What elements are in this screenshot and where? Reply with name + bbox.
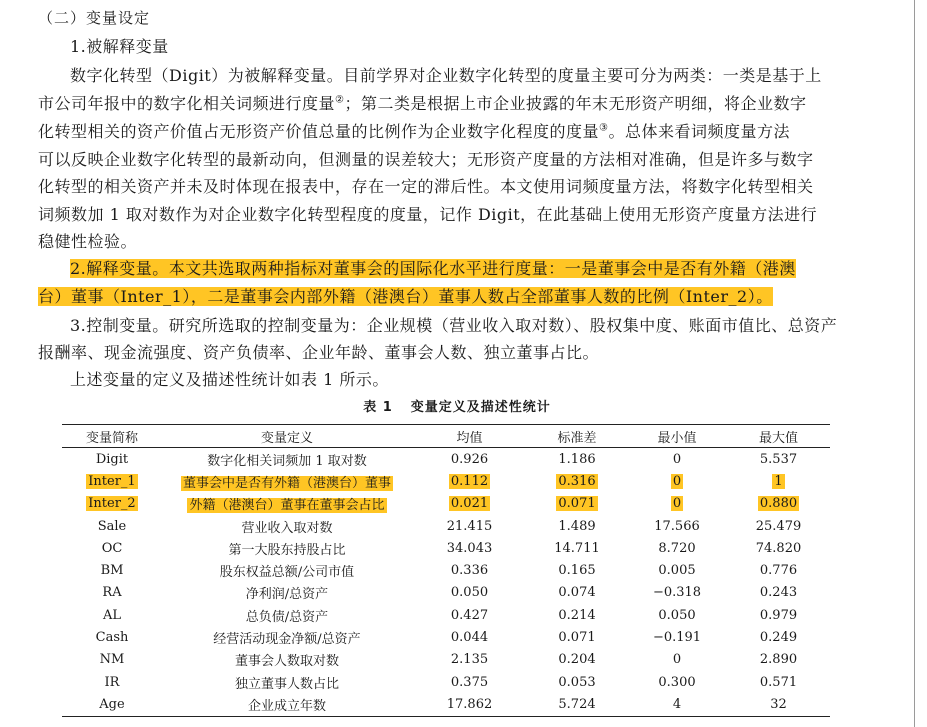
table-cell: 8.720 <box>658 540 696 556</box>
table-cell: 0.336 <box>450 563 489 579</box>
table-cell: −0.318 <box>652 585 702 601</box>
table-cell: 2.890 <box>759 652 798 668</box>
table-cell: Sale <box>97 518 127 534</box>
table-cell: 0.926 <box>450 451 489 467</box>
table-cell-highlight: Inter_1 <box>88 473 136 489</box>
table-cell <box>727 493 830 515</box>
table-cell: 0 <box>672 652 682 668</box>
table-cell: 经营活动现金净额/总资产 <box>213 632 361 648</box>
table-cell: 0.053 <box>558 674 596 690</box>
table-row <box>62 493 830 515</box>
table-cell: 0.050 <box>658 607 696 623</box>
table-cell-highlight: 0.112 <box>450 473 489 489</box>
table-cell: 0 <box>672 451 682 467</box>
table-cell: 0.044 <box>450 630 489 646</box>
table-cell: 0.005 <box>658 563 696 579</box>
table-cell: 0.214 <box>558 607 596 623</box>
table-cell-highlight: 0.316 <box>558 473 596 489</box>
table-cell <box>62 470 162 492</box>
table-cell: 独立董事人数占比 <box>234 676 339 692</box>
table-cell-highlight: 外籍（港澳台）董事在董事会占比 <box>189 498 385 514</box>
table-cell: AL <box>102 607 122 623</box>
table-cell: NM <box>99 652 125 668</box>
table-row <box>62 649 830 671</box>
table-cell: 0.074 <box>558 585 596 601</box>
table-cell <box>727 470 830 492</box>
table-cell: 0.571 <box>759 674 798 690</box>
table-cell: 企业成立年数 <box>247 698 326 714</box>
table-cell: 32 <box>770 696 787 712</box>
table-cell: RA <box>102 585 122 601</box>
table-cell: OC <box>101 540 123 556</box>
para1-line1: 数字化转型（Digit）为被解释变量。目前学界对企业数字化转型的度量主要可分为两类：一类是基于上 <box>70 66 822 85</box>
table-row <box>62 537 830 559</box>
table-cell: BM <box>100 563 124 579</box>
footnote-mark-3[interactable]: ③ <box>599 122 609 134</box>
para1-line3 <box>38 122 790 142</box>
table-cell: 0.427 <box>450 607 489 623</box>
table-cell: 74.820 <box>755 540 802 556</box>
table-caption <box>0 396 914 415</box>
table-cell <box>162 470 412 492</box>
table-cell: 5.724 <box>558 696 596 712</box>
table-cell: 0.204 <box>558 652 596 668</box>
para1-line6: 词频数加 1 取对数作为对企业数字化转型程度的度量，记作 Digit，在此基础上使用无形资产度量方法进行 <box>38 205 818 224</box>
table-cell: Digit <box>95 451 129 467</box>
para1-line7: 稳健性检验。 <box>38 232 138 251</box>
para2-highlight-2: 台）董事（Inter_1），二是董事会内部外籍（港澳台）董事人数占全部董事人数的比例（Inter_2）。 <box>38 287 773 306</box>
table-cell: 21.415 <box>446 518 493 534</box>
table-cell-highlight: 董事会中是否有外籍（港澳台）董事 <box>182 475 391 491</box>
table-cell: 0.776 <box>759 563 798 579</box>
footnote-mark-2[interactable]: ② <box>335 94 345 106</box>
para2-line1 <box>70 259 796 279</box>
table-cell: 0.071 <box>558 630 596 646</box>
table-row <box>62 470 830 492</box>
table-cell: 1.186 <box>558 451 596 467</box>
table-cell <box>62 493 162 515</box>
header-cell: 均值 <box>456 430 483 446</box>
table-cell: 0.243 <box>759 585 798 601</box>
table-cell <box>527 493 627 515</box>
table-row <box>62 559 830 581</box>
subheading-dependent-variable: 1.被解释变量 <box>70 37 169 56</box>
section-heading: （二）变量设定 <box>38 9 151 27</box>
table-cell: 17.862 <box>446 696 493 712</box>
table-cell: 0.300 <box>658 674 696 690</box>
table-cell-highlight: 0 <box>672 473 682 489</box>
table-cell: 0.979 <box>759 607 798 623</box>
table-cell <box>412 470 527 492</box>
para3-line1: 3.控制变量。研究所选取的控制变量为：企业规模（营业收入取对数）、股权集中度、账面市值比、总资产 <box>70 316 838 335</box>
table-cell: 0.249 <box>759 630 798 646</box>
table-cell <box>627 493 727 515</box>
table-cell: 数字化相关词频加 1 取对数 <box>207 453 367 469</box>
table-cell: 股东权益总额/公司市值 <box>219 565 355 581</box>
table-cell: 2.135 <box>450 652 489 668</box>
table-cell: 0.375 <box>450 674 489 690</box>
table-cell <box>527 470 627 492</box>
table-cell-highlight: 0.071 <box>558 496 596 512</box>
table-row <box>62 448 830 471</box>
table-cell: IR <box>104 674 120 690</box>
header-cell: 变量简称 <box>85 430 138 446</box>
table-cell-highlight: 1 <box>774 473 783 489</box>
stats-table <box>62 424 830 717</box>
table-cell: 总负债/总资产 <box>245 609 329 625</box>
para1-text-b: ；第二类是根据上市企业披露的年末无形资产明细，将企业数字 <box>344 94 807 113</box>
table-caption-number: 表 1 <box>363 400 393 415</box>
table-cell-highlight: 0.880 <box>759 496 798 512</box>
table-row <box>62 626 830 648</box>
para1-text-c: 化转型相关的资产价值占无形资产价值总量的比例作为企业数字化程度的度量 <box>38 122 600 141</box>
para1-text-a: 市公司年报中的数字化相关词频进行度量 <box>38 94 336 113</box>
header-cell: 变量定义 <box>260 430 313 446</box>
table-caption-title: 变量定义及描述性统计 <box>410 400 551 415</box>
table-cell: 1.489 <box>558 518 596 534</box>
table-cell: 营业收入取对数 <box>241 520 333 536</box>
table-cell <box>627 470 727 492</box>
table-cell-highlight: 0.021 <box>450 496 489 512</box>
table-row <box>62 515 830 537</box>
table-cell: 净利润/总资产 <box>245 587 329 603</box>
table-cell: 0.165 <box>558 563 596 579</box>
table-cell: 0.050 <box>450 585 489 601</box>
para2-line2 <box>38 287 773 307</box>
para1-line4: 可以反映企业数字化转型的最新动向，但测量的误差较大；无形资产度量的方法相对准确，但是许多与数字 <box>38 150 814 169</box>
para1-line2 <box>38 94 807 114</box>
table-cell-highlight: 0 <box>672 496 682 512</box>
table-row <box>62 582 830 604</box>
header-cell: 最大值 <box>758 430 798 446</box>
table-row <box>62 604 830 626</box>
table-cell: 25.479 <box>755 518 802 534</box>
para4: 上述变量的定义及描述性统计如表 1 所示。 <box>70 370 389 389</box>
table-cell: 5.537 <box>759 451 798 467</box>
table-cell-highlight: Inter_2 <box>88 496 136 512</box>
header-cell: 标准差 <box>557 430 597 446</box>
table-cell: 第一大股东持股占比 <box>228 542 346 558</box>
para2-highlight-1: 2.解释变量。本文共选取两种指标对董事会的国际化水平进行度量：一是董事会中是否有外籍（港澳 <box>70 259 796 278</box>
table-cell: 34.043 <box>446 540 493 556</box>
table-cell: 4 <box>672 696 682 712</box>
para3-line2: 报酬率、现金流强度、资产负债率、企业年龄、董事会人数、独立董事占比。 <box>38 343 600 362</box>
table-cell: 董事会人数取对数 <box>234 654 339 670</box>
table-cell: −0.191 <box>652 630 702 646</box>
table-row <box>62 671 830 693</box>
table-cell: Age <box>99 696 125 712</box>
table-cell <box>162 493 412 515</box>
header-cell: 最小值 <box>657 430 697 446</box>
table-cell: 17.566 <box>654 518 700 534</box>
table-cell: Cash <box>95 630 129 646</box>
table-cell: 14.711 <box>554 540 600 556</box>
para1-text-d: 。总体来看词频度量方法 <box>608 122 790 141</box>
table-header-row <box>62 425 830 448</box>
table-cell <box>412 493 527 515</box>
table-row <box>62 693 830 716</box>
para1-line5: 化转型的相关资产并未及时体现在报表中，存在一定的滞后性。本文使用词频度量方法，将数字化转型相关 <box>38 177 814 196</box>
